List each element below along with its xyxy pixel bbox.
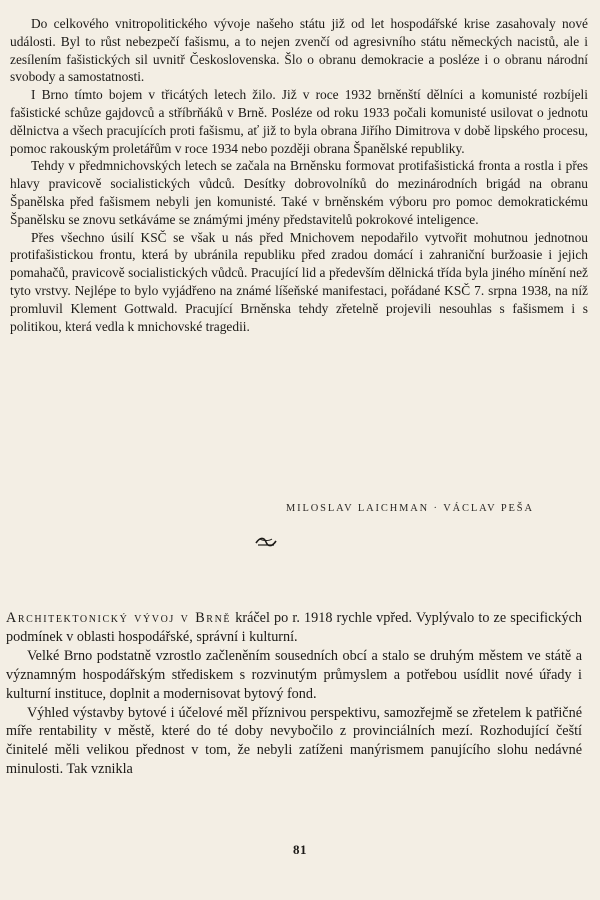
paragraph: Velké Brno podstatně vzrostlo začleněním sousedních obcí a stalo se druhým městem ve státě a významným hospodářským střediskem s rozvinutým průmyslem a potřebou usídlit nové úřady i kulturní instituce, doplnit a modernisovat bytový fond. (6, 647, 582, 702)
opening-paragraph (6, 609, 582, 647)
paragraph: Tehdy v předmnichovských letech se začala na Brněnsku formovat protifašistická fronta a rostla i přes hlavy pravicově socialistických vůdců. Desítky dobrovolníků do mezinárodních brigád na obranu Španělska před fašismem nebyli jen komunisté. Také v brněnském výboru pro pomoc demokratickému Španělsku se znovu setkáváme se známými jmény představitelů pokrokové inteligence. (10, 158, 588, 227)
paragraph: Přes všechno úsilí KSČ se však u nás před Mnichovem nepodařilo vytvořit mohutnou jednotnou protifašistickou frontu, která by ubránila republiku před zradou domácí i zahraniční buržoasie i jejich pomahačů, pravicově socialistických vůdců. Pracující lid a především dělnická třída byla jiného mínění než tyto vrstvy. Nejlépe to bylo vyjádřeno na známé líšeňské manifestaci, pořádané KSČ 7. srpna 1938, na níž promluvil Klement Gottwald. Pracující Brněnska tehdy zřetelně projevili nesouhlas s fašismem i s politikou, která vedla k mnichovské tragedii. (10, 229, 588, 334)
article-architecture (6, 609, 582, 779)
author-signature: MILOSLAV LAICHMAN · VÁCLAV PEŠA (286, 503, 534, 514)
flourish-icon (254, 535, 278, 549)
paragraph: Výhled výstavby bytové i účelové měl příznivou perspektivu, samozřejmě se zřetelem k patřičné míře rentability v městě, které do té doby nevybočilo z provinciálních mezí. Rozhodující čeští činitelé měli velikou přednost v tom, že nebyli zatíženi manýrismem panujícího slohu nedávné minulosti. Tak vznikla (6, 704, 582, 778)
lead-in-caps: Architektonický vývoj v Brně (6, 610, 232, 626)
page-number: 81 (293, 842, 307, 857)
paragraph: Do celkového vnitropolitického vývoje našeho státu již od let hospodářské krise zasahovaly nové události. Byl to růst nebezpečí fašismu, a to nejen zvenčí od agresivního státu německých nacistů, ale i zesílením fašistických sil uvnitř Československa. Šlo o obranu demokracie a posléze i o obranu národní svobody a samostatnosti. (10, 16, 588, 85)
paragraph: I Brno tímto bojem v třicátých letech žilo. Již v roce 1932 brněnští dělníci a komunisté rozbíjeli fašistické schůze gajdovců a stříbrňáků v Brně. Posléze od roku 1933 počali komunisté usilovat o jednotu dělnictva a všech pracujících proti fašismu, ať již to byla obrana Jiřího Dimitrova v době lipského procesu, pomoc rakouským proletářům v roce 1934 nebo později obrana Španělské republiky. (10, 87, 588, 156)
article-laichman-pesa (10, 15, 588, 335)
opening-paragraph-text: kráčel po r. 1918 rychle vpřed. Vyplývalo to ze specifických podmínek v oblasti hospodářské, správní i kulturní. (6, 610, 582, 645)
